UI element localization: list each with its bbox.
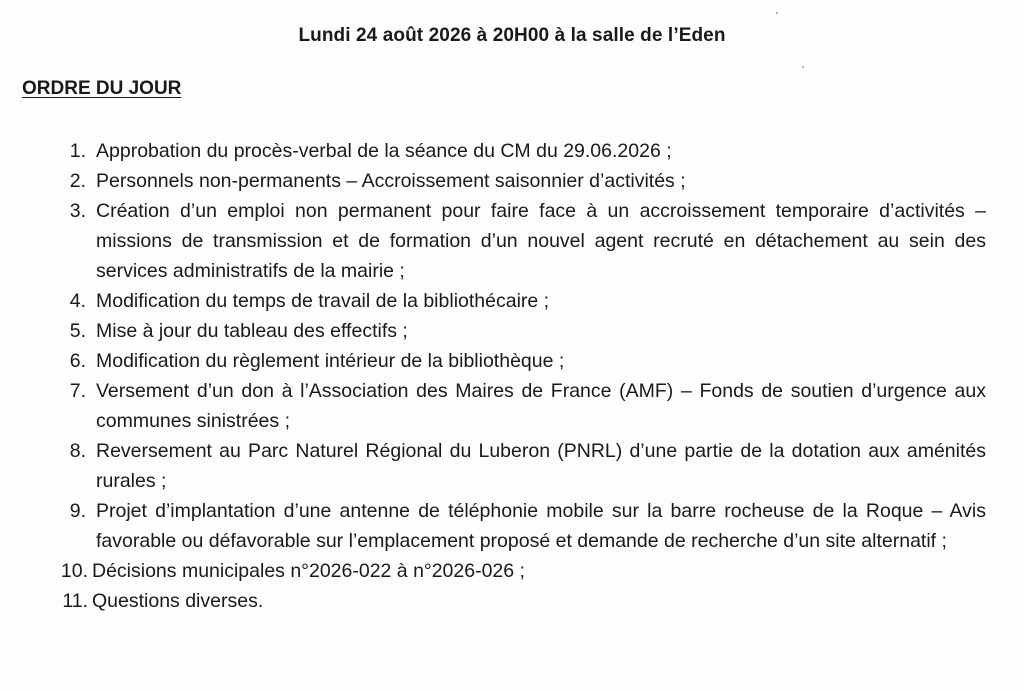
agenda-item-text: Modification du règlement intérieur de la bibliothèque ;	[96, 350, 565, 372]
agenda-item-number: 10.	[60, 560, 88, 582]
agenda-item-6	[0, 346, 1024, 376]
agenda-item-number: 5.	[69, 320, 86, 342]
agenda-item-7	[0, 376, 1024, 436]
agenda-item-4	[0, 286, 1024, 316]
agenda-item-text: Mise à jour du tableau des effectifs ;	[96, 320, 408, 342]
agenda-item-text: Questions diverses.	[92, 590, 264, 612]
scan-speck	[776, 12, 778, 14]
agenda-item-text: Approbation du procès-verbal de la séance du CM du 29.06.2026 ;	[96, 140, 672, 162]
agenda-item-number: 6.	[69, 350, 86, 372]
agenda-list	[0, 136, 1024, 616]
agenda-item-text: Création d’un emploi non permanent pour faire face à un accroissement temporaire d’activités – missions de transmission et de formation d’un nouvel agent recruté en détachement au sein des services administratifs de la mairie ;	[96, 200, 986, 282]
agenda-item-number: 3.	[69, 200, 86, 222]
agenda-item-2	[0, 166, 1024, 196]
agenda-item-text: Reversement au Parc Naturel Régional du Luberon (PNRL) d’une partie de la dotation aux aménités rurales ;	[96, 440, 986, 492]
scan-speck	[802, 66, 804, 68]
agenda-item-10	[0, 556, 1024, 586]
agenda-item-number: 4.	[69, 290, 86, 312]
agenda-item-number: 9.	[69, 500, 86, 522]
agenda-item-3	[0, 196, 1024, 286]
agenda-item-number: 8.	[69, 440, 86, 462]
agenda-title: ORDRE DU JOUR	[22, 78, 182, 99]
agenda-item-9	[0, 496, 1024, 556]
agenda-item-5	[0, 316, 1024, 346]
agenda-item-text: Modification du temps de travail de la bibliothécaire ;	[96, 290, 550, 312]
agenda-item-number: 11.	[62, 590, 88, 612]
agenda-item-11	[0, 586, 1024, 616]
agenda-item-1	[0, 136, 1024, 166]
agenda-item-text: Versement d’un don à l’Association des Maires de France (AMF) – Fonds de soutien d’urgence aux communes sinistrées ;	[96, 380, 986, 432]
agenda-item-text: Personnels non-permanents – Accroissement saisonnier d’activités ;	[96, 170, 686, 192]
agenda-item-number: 2.	[69, 170, 86, 192]
agenda-item-text: Décisions municipales n°2026-022 à n°2026-026 ;	[92, 560, 525, 582]
agenda-item-8	[0, 436, 1024, 496]
agenda-item-number: 1.	[69, 140, 86, 162]
agenda-item-text: Projet d’implantation d’une antenne de téléphonie mobile sur la barre rocheuse de la Roque – Avis favorable ou défavorable sur l’emplacement proposé et demande de recherche d’un site alternatif ;	[96, 500, 986, 552]
meeting-date-line: Lundi 24 août 2026 à 20H00 à la salle de l’Eden	[298, 25, 726, 46]
agenda-item-number: 7.	[69, 380, 86, 402]
